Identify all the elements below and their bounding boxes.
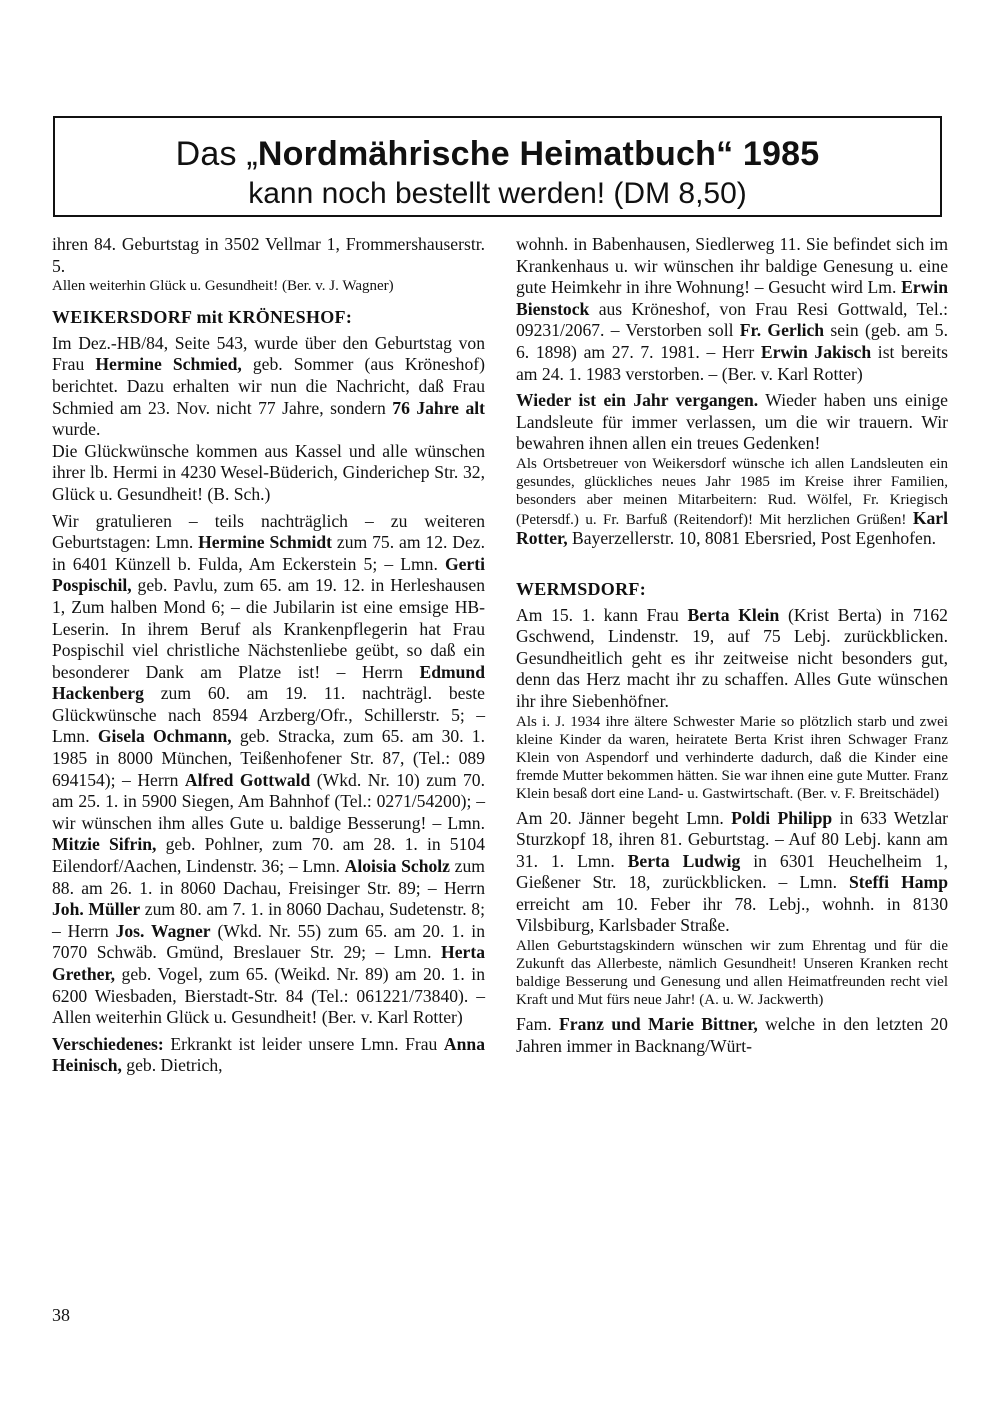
paragraph-birthdays: Wir gratulieren – teils nachträglich – zu weiteren Geburtstagen: Lmn. Hermine Schmidt zum 75. am 12. Dez. in 6401 Künzell b. Fulda, Am Eckerstein 5; – Lmn. Gerti Pospischil, geb. Pavlu, zum 65. am 19. 12. in Herleshausen 1, Zum halben Mond 6; – die Jubilarin ist eine emsige HB-Leserin. In ihrem Beruf als Krankenpflegerin hat Frau Pospischil viel christliche Nächstenliebe geübt, so daß ein besonderer Dank am Platze ist! – Herrn Edmund Hackenberg zum 60. am 19. 11. nachträgl. beste Glückwünsche nach 8594 Arzberg/Ofr., Schillerstr. 5; – Lmn. Gisela Ochmann, geb. Stracka, zum 65. am 30. 1. 1985 in 8000 München, Teißenhofener Str. 87, (Tel.: 089 694154); – Herrn Alfred Gottwald (Wkd. Nr. 10) zum 70. am 25. 1. in 5900 Siegen, Am Bahnhof (Tel.: 0271/54200); – wir wünschen ihm alles Gute u. baldige Besserung! – Lmn. Mitzie Sifrin, geb. Pohlner, zum 70. am 28. 1. in 5104 Eilendorf/Aachen, Lindenstr. 36; – Lmn. Aloisia Scholz zum 88. am 26. 1. in 8060 Dachau, Freisinger Str. 89; – Herrn Joh. Müller zum 80. am 7. 1. in 8060 Dachau, Sudetenstr. 8; – Herrn Jos. Wagner (Wkd. Nr. 55) zum 65. am 20. 1. in 7070 Schwäb. Gmünd, Breslauer Str. 29; – Lmn. Herta Grether, geb. Vogel, zum 65. (Weikd. Nr. 89) am 20. 1. in 6200 Wiesbaden, Bierstadt-Str. 84 (Tel.: 061221/73840). – Allen weiterhin Glück u. Gesundheit! (Ber. v. Karl Rotter) xyxy=(52,510,486,1028)
paragraph: wohnh. in Babenhausen, Siedlerweg 11. Sie befindet sich im Krankenhaus u. wir wünschen ihr baldige Genesung u. eine gute Heimkehr in ihre Wohnung! – Gesucht wird Lm. Erwin Bienstock aus Kröneshof, von Frau Resi Gottwald, Tel.: 09231/2067. – Verstorben soll Fr. Gerlich sein (geb. am 5. 6. 1898) am 27. 7. 1981. – Herr Erwin Jakisch ist bereits am 24. 1. 1983 verstorben. – (Ber. v. Karl Rotter) xyxy=(516,234,948,384)
banner-title: Das „Nordmährische Heimatbuch“ 1985 xyxy=(175,135,820,173)
left-column xyxy=(52,234,485,1077)
banner-subtitle: kann noch bestellt werden! (DM 8,50) xyxy=(248,177,747,210)
page-number: 38 xyxy=(52,1305,70,1325)
paragraph: Am 20. Jänner begeht Lmn. Poldi Philipp in 633 Wetzlar Sturzkopf 18, ihren 81. Geburtstag. – Auf 80 Lebj. kann am 31. 1. Lmn. Berta Ludwig in 6301 Heuchelheim 1, Gießener Str. 18, zurückblicken. – Lmn. Steffi Hamp erreicht am 10. Feber ihr 78. Lebj., wohnh. in 8130 Vilsbiburg, Karlsbader Straße. xyxy=(516,807,948,936)
section-heading-weikersdorf: WEIKERSDORF mit KRÖNESHOF: xyxy=(52,307,353,328)
paragraph-verschiedenes: Verschiedenes: Erkrankt ist leider unsere Lmn. Frau Anna Heinisch, geb. Dietrich, xyxy=(52,1033,485,1076)
paragraph: Wieder ist ein Jahr vergangen. Wieder haben uns einige Landsleute für immer verlassen, um die wir trauern. Wir bewahren ihnen allen ein treues Gedenken! xyxy=(516,390,948,454)
paragraph: Im Dez.-HB/84, Seite 543, wurde über den Geburtstag von Frau Hermine Schmied, geb. Sommer (aus Kröneshof) berichtet. Dazu erhalten wir nun die Nachricht, daß Frau Schmied am 23. Nov. nicht 77 Jahre, sondern 76 Jahre alt wurde. xyxy=(52,332,485,440)
paragraph-small: Allen Geburtstagskindern wünschen wir zum Ehrentag und für die Zukunft das Allerbeste, nämlich Gesundheit! Unseren Kranken recht baldige Besserung und Genesung und allen Heimatfreunden recht viel Kraft und Mut fürs neue Jahr! (A. u. W. Jackwerth) xyxy=(516,938,948,1009)
paragraph-small: Allen weiterhin Glück u. Gesundheit! (Ber. v. J. Wagner) xyxy=(52,278,394,295)
right-column xyxy=(516,234,948,1057)
order-banner xyxy=(53,116,942,217)
paragraph-small: Als i. J. 1934 ihre ältere Schwester Marie so plötzlich starb und zwei kleine Kinder da waren, heiratete Berta Krist ihren Schwager Franz Klein von Aspendorf und verhinderte dadurch, daß die Kinder eine fremde Mutter bekommen hätten. Sie war ihnen eine gute Mutter. Franz Klein besaß dort eine Land- u. Gastwirtschaft. (Ber. v. F. Breitschädel) xyxy=(516,713,948,802)
section-heading-wermsdorf: WERMSDORF: xyxy=(516,578,646,599)
paragraph: ihren 84. Geburtstag in 3502 Vellmar 1, Frommershauserstr. 5. xyxy=(52,234,485,276)
paragraph-small: Als Ortsbetreuer von Weikersdorf wünsche ich allen Landsleuten ein gesundes, glückliches neues Jahr 1985 im Kreise ihrer Familien, besonders aber meinen Mitarbeitern: Rud. Wölfel, Fr. Kriegisch (Petersdf.) u. Fr. Barfuß (Reitendorf)! Mit herzlichen Grüßen! Karl Rotter, Bayerzellerstr. 10, 8081 Ebersried, Post Egenhofen. xyxy=(516,455,948,548)
paragraph: Am 15. 1. kann Frau Berta Klein (Krist Berta) in 7162 Gschwend, Lindenstr. 19, auf 75 Lebj. zurückblicken. Gesundheitlich geht es ihr zeitweise nicht besonders gut, denn das Herz macht ihr zu schaffen. Alles Gute wünschen ihr ihre Siebenhöfner. xyxy=(516,604,948,711)
paragraph: Fam. Franz und Marie Bittner, welche in den letzten 20 Jahren immer in Backnang/Würt- xyxy=(516,1014,948,1056)
paragraph: Die Glückwünsche kommen aus Kassel und alle wünschen ihrer lb. Hermi in 4230 Wesel-Büderich, Ginderichер Str. 32, Glück u. Gesundheit! (B. Sch.) xyxy=(52,440,485,504)
